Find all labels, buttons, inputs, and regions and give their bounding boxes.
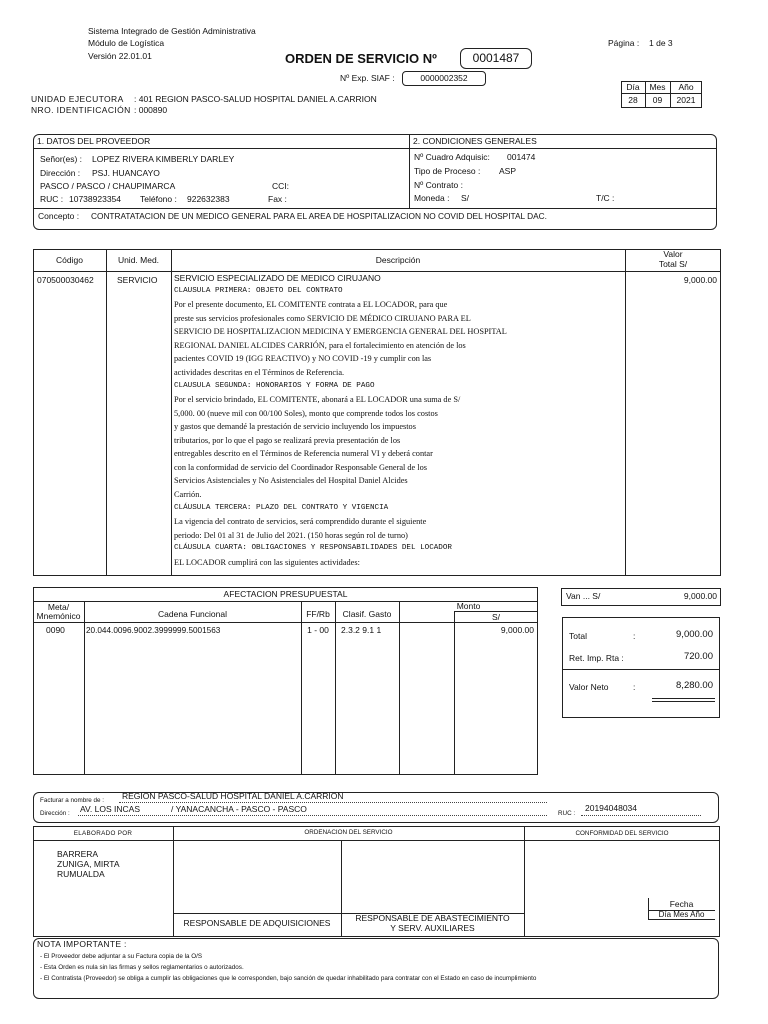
- total-colon: :: [633, 631, 636, 641]
- resp-adquisiciones: RESPONSABLE DE ADQUISICIONES: [183, 918, 331, 928]
- moneda-value: S/: [461, 193, 470, 203]
- exp-siaf-value: 0000002352: [420, 73, 468, 83]
- fecha-columns: Día Mes Año: [658, 910, 705, 919]
- description-line: Servicios Asistenciales y No Asistenciales del Hospital Daniel Alcides: [174, 476, 408, 485]
- description-line: y gastos que demandé la prestación de servicio incluyendo los impuestos: [174, 422, 416, 431]
- factura-ruc-label: RUC :: [558, 810, 576, 817]
- factura-direccion-rest: / YANACANCHA - PASCO - PASCO: [171, 804, 307, 814]
- factura-nombre-value: REGION PASCO-SALUD HOSPITAL DANIEL A.CARRION: [122, 791, 344, 801]
- ruc-value: 10738923354: [69, 194, 122, 204]
- description-line: 5,000. 00 (nueve mil con 00/100 Soles), monto que comprende todos los costos: [174, 409, 438, 418]
- item-unid: SERVICIO: [117, 275, 158, 285]
- monto-currency-header: S/: [491, 612, 501, 622]
- mnemonico-header: Mnemónico: [36, 611, 81, 621]
- date-header-year: Año: [678, 82, 694, 92]
- ruc-label: RUC :: [40, 194, 64, 204]
- clasif-header: Clasif. Gasto: [342, 609, 392, 619]
- page-label: Página :: [608, 38, 640, 48]
- ret-label: Ret. Imp. Rta :: [569, 653, 624, 663]
- description-line: tributarios, por lo que el pago se realizará previa presentación de los: [174, 436, 401, 445]
- document-title: ORDEN DE SERVICIO Nº: [285, 51, 437, 66]
- afectacion-monto: 9,000.00: [500, 625, 534, 635]
- description-line: SERVICIO ESPECIALIZADO DE MEDICO CIRUJANO: [174, 273, 381, 283]
- description-line: CLAUSULA PRIMERA: OBJETO DEL CONTRATO: [174, 287, 343, 295]
- concepto-label: Concepto :: [38, 211, 80, 221]
- date-header-month: Mes: [649, 82, 666, 92]
- resp-abastecimiento-line1: RESPONSABLE DE ABASTECIMIENTO: [355, 913, 510, 923]
- col-valor-total-header: Total S/: [658, 259, 688, 269]
- elaborado-name-line: RUMUALDA: [57, 869, 105, 879]
- date-header-day: Día: [626, 82, 640, 92]
- description-line: actividades descritas en el Términos de Referencia.: [174, 368, 345, 377]
- cci-label: CCI:: [272, 181, 289, 191]
- date-month: 09: [652, 95, 663, 105]
- van-value: 9,000.00: [683, 591, 717, 601]
- description-line: CLÁUSULA TERCERA: PLAZO DEL CONTRATO Y VIGENCIA: [174, 504, 389, 512]
- moneda-label: Moneda :: [414, 193, 450, 203]
- cuadro-value: 001474: [507, 152, 536, 162]
- neto-label: Valor Neto: [569, 682, 609, 692]
- tipo-proceso-value: ASP: [499, 166, 517, 176]
- nro-identificacion-label: NRO. IDENTIFICACIÓN: [31, 105, 131, 115]
- proveedor-section-title: 1. DATOS DEL PROVEEDOR: [37, 136, 151, 146]
- system-name: Sistema Integrado de Gestión Administrativa: [88, 26, 256, 36]
- version-label: Versión 22.01.01: [88, 51, 152, 61]
- afectacion-clasif: 2.3.2 9.1 1: [341, 625, 382, 635]
- ret-value: 720.00: [683, 651, 713, 662]
- senor-label: Señor(es) :: [40, 154, 83, 164]
- date-year: 2021: [676, 95, 696, 105]
- nota-line: - El Proveedor debe adjuntar a su Factura copia de la O/S: [40, 953, 203, 960]
- col-codigo-header: Código: [56, 255, 83, 265]
- nota-line: - El Contratista (Proveedor) se obliga a cumplir las obligaciones que le corresponden, bajo sanción de quedar inhabilitado para contratar con el Estado en caso de incumplimiento: [40, 975, 537, 982]
- module-name: Módulo de Logística: [88, 38, 165, 48]
- cadena-header: Cadena Funcional: [158, 609, 227, 619]
- description-line: preste sus servicios profesionales como SERVICIO DE MÉDICO CIRUJANO PARA EL: [174, 314, 471, 323]
- afectacion-title: AFECTACION PRESUPUESTAL: [223, 589, 348, 599]
- proveedor-location: PASCO / PASCO / CHAUPIMARCA: [40, 181, 176, 191]
- description-line: CLÁUSULA CUARTA: OBLIGACIONES Y RESPONSABILIDADES DEL LOCADOR: [174, 544, 452, 552]
- factura-ruc-value: 20194048034: [585, 803, 638, 813]
- description-line: CLAUSULA SEGUNDA: HONORARIOS Y FORMA DE PAGO: [174, 382, 375, 390]
- description-line: entregables descrito en el Términos de Referencia numeral VI y deberá contar: [174, 449, 433, 458]
- neto-value: 8,280.00: [676, 680, 713, 691]
- telefono-label: Teléfono :: [140, 194, 177, 204]
- total-value: 9,000.00: [676, 629, 713, 640]
- description-line: SERVICIO DE HOSPITALIZACION MEDICINA Y EMERGENCIA GENERAL DEL HOSPITAL: [174, 327, 507, 336]
- elaborado-title: ELABORADO POR: [73, 830, 133, 837]
- unidad-label: UNIDAD EJECUTORA: [31, 94, 124, 104]
- direccion-value: PSJ. HUANCAYO: [92, 168, 160, 178]
- exp-siaf-label: Nº Exp. SIAF :: [340, 73, 395, 83]
- ffrb-header: FF/Rb: [306, 609, 330, 619]
- nro-identificacion-value: : 000890: [134, 105, 168, 115]
- meta-header: Meta/: [47, 602, 70, 612]
- description-line: periodo: Del 01 al 31 de Julio del 2021. (150 horas según rol de turno): [174, 531, 408, 540]
- elaborado-name-line: BARRERA: [57, 849, 99, 859]
- tipo-proceso-label: Tipo de Proceso :: [414, 166, 481, 176]
- order-number: 0001487: [472, 51, 520, 65]
- description-line: con la conformidad de servicio del Coordinador Responsable General de los: [174, 463, 427, 472]
- item-valor: 9,000.00: [683, 275, 717, 285]
- description-line: Por el servicio brindado, EL COMITENTE, abonará a EL LOCADOR una suma de S/: [174, 395, 461, 404]
- description-line: REGIONAL DANIEL ALCIDES CARRIÓN, para el fortalecimiento en atención de los: [174, 341, 466, 350]
- direccion-label: Dirección :: [40, 168, 81, 178]
- ordenacion-title: ORDENACION DEL SERVICIO: [304, 829, 393, 836]
- telefono-value: 922632383: [187, 194, 230, 204]
- nota-line: - Esta Orden es nula sin las firmas y sellos reglamentarios o autorizados.: [40, 964, 244, 971]
- conformidad-title: CONFORMIDAD DEL SERVICIO: [575, 830, 669, 837]
- page-value: 1 de 3: [649, 38, 673, 48]
- factura-direccion-value: AV. LOS INCAS: [80, 804, 140, 814]
- description-line: EL LOCADOR cumplirá con las siguientes actividades:: [174, 558, 360, 567]
- description-line: Carrión.: [174, 490, 202, 499]
- total-label: Total: [569, 631, 587, 641]
- fecha-label: Fecha: [669, 899, 694, 909]
- concepto-value: CONTRATATACION DE UN MEDICO GENERAL PARA EL AREA DE HOSPITALIZACION NO COVID DEL HOSPITAL DAC.: [91, 211, 547, 221]
- monto-header: Monto: [456, 601, 481, 611]
- description-line: Por el presente documento, EL COMITENTE contrata a EL LOCADOR, para que: [174, 300, 448, 309]
- cuadro-label: Nº Cuadro Adquisic:: [414, 152, 490, 162]
- fax-label: Fax :: [268, 194, 287, 204]
- resp-abastecimiento-line2: Y SERV. AUXILIARES: [390, 923, 475, 933]
- tc-label: T/C :: [596, 193, 615, 203]
- condiciones-section-title: 2. CONDICIONES GENERALES: [413, 136, 537, 146]
- contrato-label: Nº Contrato :: [414, 180, 463, 190]
- van-label: Van ... S/: [566, 591, 601, 601]
- afectacion-ffrb: 1 - 00: [307, 625, 329, 635]
- unidad-value: : 401 REGION PASCO-SALUD HOSPITAL DANIEL A.CARRION: [134, 94, 377, 104]
- item-codigo: 070500030462: [37, 275, 94, 285]
- afectacion-cadena: 20.044.0096.9002.3999999.5001563: [86, 626, 221, 635]
- col-valor-header: Valor: [663, 249, 683, 259]
- neto-colon: :: [633, 682, 636, 692]
- col-unid-header: Unid. Med.: [117, 255, 160, 265]
- factura-nombre-label: Facturar a nombre de :: [40, 797, 105, 804]
- col-descripcion-header: Descripción: [375, 255, 421, 265]
- senor-value: LOPEZ RIVERA KIMBERLY DARLEY: [92, 154, 235, 164]
- description-line: La vigencia del contrato de servicios, será comprendido durante el siguiente: [174, 517, 427, 526]
- description-line: pacientes COVID 19 (IGG REACTIVO) y NO COVID -19 y cumplir con las: [174, 354, 432, 363]
- nota-title: NOTA IMPORTANTE :: [37, 939, 127, 949]
- elaborado-name-line: ZUNIGA, MIRTA: [57, 859, 120, 869]
- date-day: 28: [628, 95, 638, 105]
- factura-direccion-label: Dirección :: [40, 810, 70, 817]
- afectacion-meta: 0090: [46, 625, 65, 635]
